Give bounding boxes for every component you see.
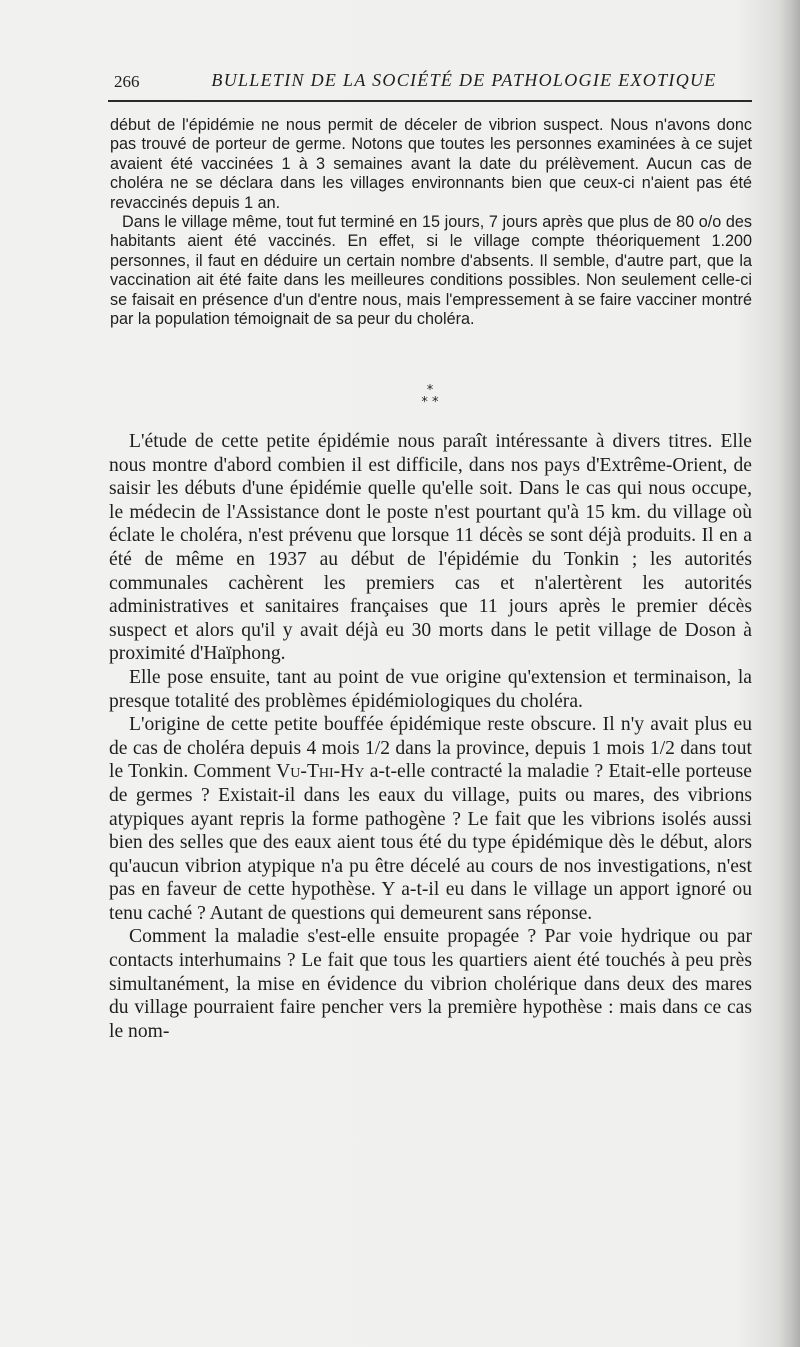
asterism-section-break xyxy=(380,385,480,415)
patient-name: Vu-Thi-Hy xyxy=(276,761,365,783)
paragraph-3-start: L'origine de cette petite bouffée épidémique reste obscure. Il n'y avait plus eu de cas de choléra depuis 4 mois 1/2 dans la province, depuis 1 mois 1/2 dans tout le Tonkin. Comment xyxy=(109,714,752,783)
page-header xyxy=(114,70,754,96)
page-number: 266 xyxy=(114,72,140,91)
paragraph-2: Elle pose ensuite, tant au point de vue origine qu'extension et terminaison, la presque totalité des problèmes épidémiologiques du choléra. xyxy=(109,666,752,712)
paragraph-3-end: a-t-elle contracté la maladie ? Etait-elle porteuse de germes ? Existait-il dans les eaux du village, puits ou mares, des vibrions atypiques ayant repris la forme pathogène ? Le fait que les vibrions isolés aussi bien des selles que des eaux aient tous été du type épidémique dès le début, alors qu'aucun vibrion atypique n'a pu être décelé au cours de nos investigations, n'est pas en faveur de cette hypothèse. Y a-t-il eu dans le village un apport ignoré ou tenu caché ? Autant de questions qui demeurent sans réponse. xyxy=(109,761,752,924)
page-edge-shadow xyxy=(778,0,800,1347)
asterism-top: * xyxy=(426,383,434,398)
paragraph-small-1: début de l'épidémie ne nous permit de déceler de vibrion suspect. Nous n'avons donc pas trouvé de porteur de germe. Notons que toutes les personnes examinées à ce sujet avaient été vaccinées 1 à 3 semaines avant la date du prélèvement. Aucun cas de choléra ne se déclara dans les villages environnants bien que ceux-ci n'aient pas été revaccinés depuis 1 an. xyxy=(110,116,752,212)
paragraph-1: L'étude de cette petite épidémie nous paraît intéressante à divers titres. Elle nous montre d'abord combien il est difficile, dans nos pays d'Extrême-Orient, de saisir les débuts d'une épidémie quelle qu'elle soit. Dans le cas qui nous occupe, le médecin de l'Assistance dont le poste n'est pourtant qu'à 15 km. du village où éclate le choléra, n'est prévenu que lorsque 11 décès se sont déjà produits. Il en a été de même en 1937 au début de l'épidémie du Tonkin ; les autorités communales cachèrent les premiers cas et n'alertèrent les autorités administratives et sanitaires françaises que 11 jours après le premier décès suspect et alors qu'il y avait déjà eu 30 morts dans le petit village de Doson à proximité d'Haïphong. xyxy=(109,431,752,665)
small-type-block xyxy=(110,116,752,329)
main-text-block xyxy=(109,430,752,1043)
header-rule xyxy=(108,100,752,102)
paragraph-small-2: Dans le village même, tout fut terminé en 15 jours, 7 jours après que plus de 80 o/o des habitants aient été vaccinés. En effet, si le village compte théoriquement 1.200 personnes, il faut en déduire un certain nombre d'absents. Il semble, d'autre part, que la vaccination ait été faite dans les meilleures conditions possibles. Non seulement celle-ci se faisait en présence d'un d'entre nous, mais l'empressement à se faire vacciner montré par la population témoignait de sa peur du choléra. xyxy=(110,213,752,329)
paragraph-4: Comment la maladie s'est-elle ensuite propagée ? Par voie hydrique ou par contacts interhumains ? Le fait que tous les quartiers aient été touchés à peu près simultanément, la mise en évidence du vibrion cholérique dans deux des mares du village pourraient faire pencher vers la première hypothèse : mais dans ce cas le nom- xyxy=(109,926,752,1042)
paragraph-3 xyxy=(109,713,752,925)
running-title: BULLETIN DE LA SOCIÉTÉ DE PATHOLOGIE EXOTIQUE xyxy=(211,70,717,90)
asterism-bottom: * * xyxy=(421,395,439,410)
